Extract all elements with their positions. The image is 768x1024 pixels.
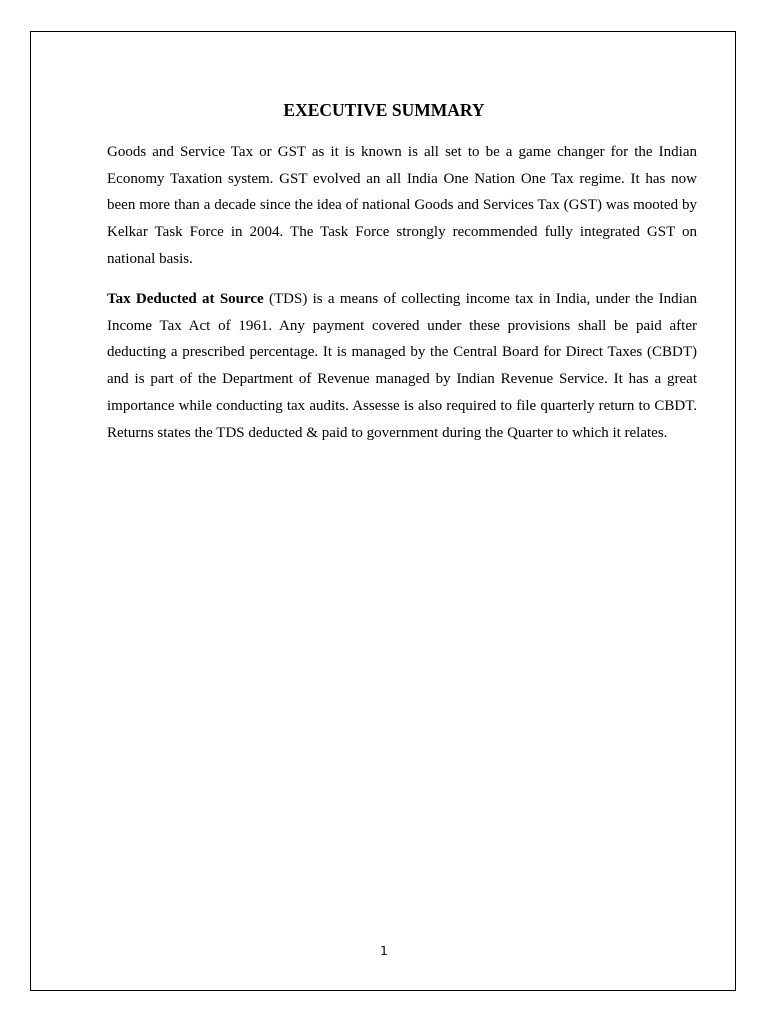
page-title: EXECUTIVE SUMMARY <box>283 100 485 120</box>
gst-paragraph <box>107 139 697 273</box>
page-number: 1 <box>380 944 388 958</box>
tds-paragraph-text: (TDS) is a means of collecting income tax in India, under the Indian Income Tax Act of 1961. Any payment covered under these provisions shall be paid after deducting a prescribed percentage. It is managed by the Central Board for Direct Taxes (CBDT) and is part of the Department of Revenue managed by Indian Revenue Service. It has a great importance while conducting tax audits. Assesse is also required to file quarterly return to CBDT. Returns states the TDS deducted & paid to government during the Quarter to which it relates. <box>107 291 697 441</box>
tds-paragraph <box>107 286 697 446</box>
tds-bold-lead: Tax Deducted at Source <box>107 291 264 307</box>
gst-paragraph-text: Goods and Service Tax or GST as it is known is all set to be a game changer for the Indian Economy Taxation system. GST evolved an all India One Nation One Tax regime. It has now been more than a decade since the idea of national Goods and Services Tax (GST) was mooted by Kelkar Task Force in 2004. The Task Force strongly recommended fully integrated GST on national basis. <box>107 144 697 267</box>
